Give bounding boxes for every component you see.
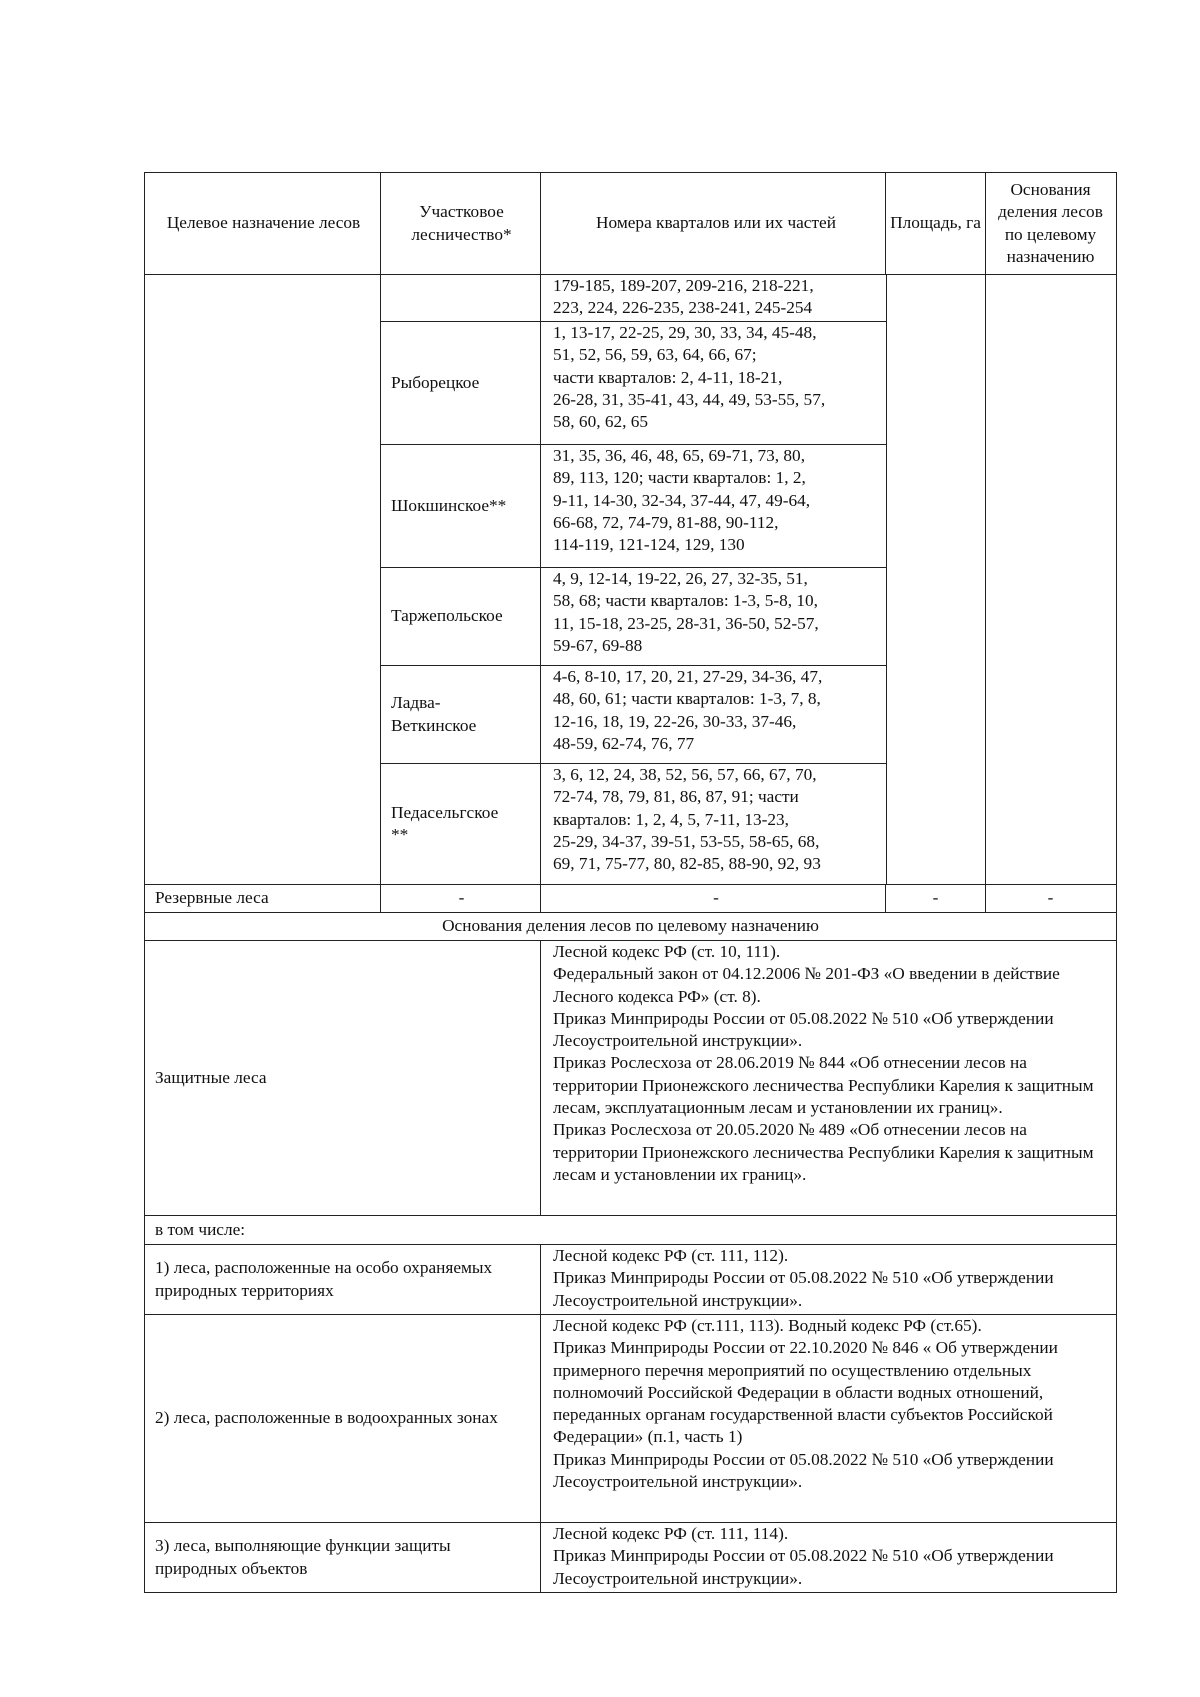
quarters-text: 4, 9, 12-14, 19-22, 26, 27, 32-35, 51, 58, 68; части кварталов: 1-3, 5-8, 10, 11, 15-18, 23-25, 28-31, 36-50, 52-57, 59-67, 69-88: [553, 569, 819, 655]
basis-row: [145, 1215, 1116, 1244]
reserve-area: -: [886, 885, 986, 912]
basis-empty-cell: [986, 275, 1115, 884]
header-purpose: Целевое назначение лесов: [145, 173, 381, 274]
basis-line: Лесной кодекс РФ (ст. 111, 112).: [553, 1246, 789, 1265]
table-row: [381, 665, 886, 763]
basis-row: [145, 1314, 1116, 1522]
basis-line: Приказ Минприроды России от 05.08.2022 № 510 «Об утверждении Лесоустроительной инструкции».: [553, 1008, 1054, 1051]
table-row: [381, 763, 886, 884]
basis-line: Лесной кодекс РФ (ст. 111, 114).: [553, 1524, 789, 1543]
quarters-text: 4-6, 8-10, 17, 20, 21, 27-29, 34-36, 47, 48, 60, 61; части кварталов: 1-3, 7, 8, 12-16, 18, 19, 22-26, 30-33, 37-46, 48-59, 62-74, 76, 77: [553, 667, 823, 753]
basis-subheading: в том числе:: [155, 1219, 246, 1239]
basis-row: [145, 1522, 1116, 1592]
area-empty-cell: [886, 275, 986, 884]
basis-text: [541, 1315, 1115, 1522]
basis-line: Приказ Минприроды России от 22.10.2020 № 846 « Об утверждении примерного перечня мероприятий по осуществлению отдельных полномочий Российской Федерации в области водных отношений, переданных органам государственной власти субъектов Российской Федерации» (п.1, часть 1): [553, 1338, 1058, 1447]
header-area: Площадь, га: [886, 173, 986, 274]
table-row: [381, 321, 886, 444]
basis-line: Приказ Минприроды России от 05.08.2022 № 510 «Об утверждении Лесоустроительной инструкции».: [553, 1449, 1054, 1492]
purpose-empty-cell: [145, 275, 381, 884]
basis-line: Федеральный закон от 04.12.2006 № 201-ФЗ «О введении в действие Лесного кодекса РФ» (ст. 8).: [553, 964, 1060, 1006]
quarters-text: 1, 13-17, 22-25, 29, 30, 33, 34, 45-48, 51, 52, 56, 59, 63, 64, 66, 67; части кварталов: 2, 4-11, 18-21, 26-28, 31, 35-41, 43, 44, 49, 53-55, 57, 58, 60, 62, 65: [553, 323, 826, 432]
header-forestry: Участковое лесничество*: [381, 173, 541, 274]
reserve-basis: -: [1047, 888, 1054, 908]
basis-line: Приказ Рослесхоза от 28.06.2019 № 844 «Об отнесении лесов на территории Прионежского лесничества Республики Карелия к защитным лесам, эксплуатационным лесам и установлении их границ».: [553, 1053, 1094, 1118]
reserve-quarters: -: [541, 885, 886, 912]
basis-line: Приказ Рослесхоза от 20.05.2020 № 489 «Об отнесении лесов на территории Прионежского лесничества Республики Карелия к защитным лесам и установлении их границ».: [553, 1120, 1094, 1184]
basis-text: [541, 1523, 1115, 1592]
basis-line: Приказ Минприроды России от 05.08.2022 № 510 «Об утверждении Лесоустроительной инструкции».: [553, 1268, 1054, 1310]
forestry-name: Таржепольское: [381, 568, 541, 665]
forestry-name: [381, 275, 541, 321]
forestry-body: [145, 274, 1116, 884]
table-row: [381, 444, 886, 567]
basis-line: Лесной кодекс РФ (ст. 10, 111).: [553, 942, 781, 961]
reserve-label: Резервные леса: [145, 885, 381, 912]
quarters-text: 179-185, 189-207, 209-216, 218-221, 223, 224, 226-235, 238-241, 245-254: [553, 276, 814, 318]
header-basis: Основания деления лесов по целевому назначению: [998, 179, 1103, 266]
basis-text: [541, 1245, 1115, 1314]
basis-label: Защитные леса: [145, 941, 541, 1215]
forestry-name: Рыборецкое: [381, 322, 541, 444]
basis-row: [145, 1244, 1116, 1314]
basis-label: 1) леса, расположенные на особо охраняемых природных территориях: [145, 1245, 541, 1314]
forestry-name: Ладва- Веткинское: [381, 666, 541, 763]
table-row: [381, 567, 886, 665]
quarters-text: 3, 6, 12, 24, 38, 52, 56, 57, 66, 67, 70, 72-74, 78, 79, 81, 86, 87, 91; части кварталов: 1, 2, 4, 5, 7-11, 13-23, 25-29, 34-37, 39-51, 53-55, 58-65, 68, 69, 71, 75-77, 80, 82-85, 88-90, 92, 93: [553, 765, 821, 874]
forestry-list: [381, 275, 886, 884]
forest-purpose-table: [144, 172, 1117, 1593]
basis-row: [145, 940, 1116, 1215]
forestry-name: Шокшинское**: [381, 445, 541, 567]
table-header-row: [145, 173, 1116, 274]
quarters-text: 31, 35, 36, 46, 48, 65, 69-71, 73, 80, 89, 113, 120; части кварталов: 1, 2, 9-11, 14-30, 32-34, 37-44, 47, 49-64, 66-68, 72, 74-79, 81-88, 90-112, 114-119, 121-124, 129, 130: [553, 446, 811, 555]
basis-section-title-row: [145, 912, 1116, 940]
basis-line: Приказ Минприроды России от 05.08.2022 № 510 «Об утверждении Лесоустроительной инструкции».: [553, 1546, 1054, 1588]
basis-text: [541, 941, 1115, 1215]
basis-label: 2) леса, расположенные в водоохранных зонах: [145, 1315, 541, 1522]
forestry-name: Педасельгское **: [381, 764, 541, 884]
reserve-row: [145, 884, 1116, 912]
table-row: [381, 275, 886, 321]
basis-label: 3) леса, выполняющие функции защиты природных объектов: [145, 1523, 541, 1592]
header-quarters: Номера кварталов или их частей: [541, 173, 886, 274]
basis-line: Лесной кодекс РФ (ст.111, 113). Водный кодекс РФ (ст.65).: [553, 1316, 982, 1335]
reserve-forestry: -: [381, 885, 541, 912]
basis-section-title: Основания деления лесов по целевому назначению: [442, 916, 819, 936]
